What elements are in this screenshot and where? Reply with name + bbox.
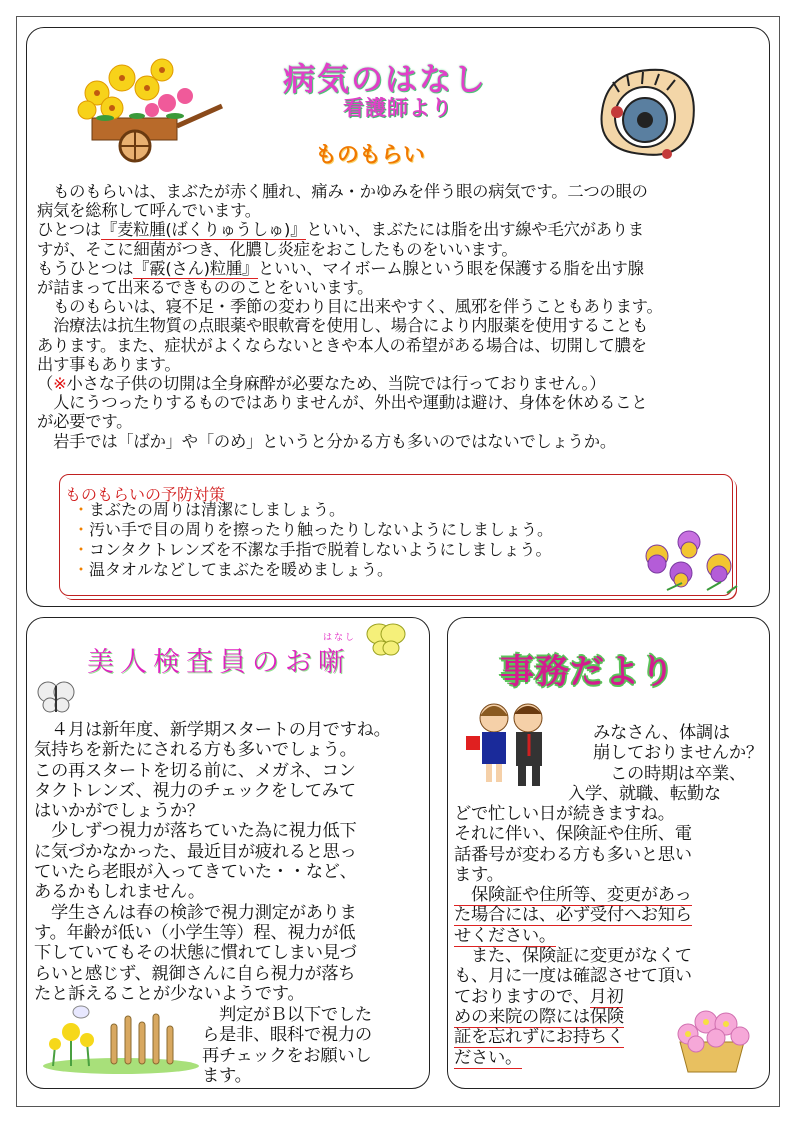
body-line: それに伴い、保険証や住所、電 [454,824,692,845]
flower-cart-illustration [67,48,227,163]
body-line: ひとつは『麦粒腫(ばくりゅうしゅ)』といい、まぶたには脂を出す線や毛穴がありま [37,220,644,240]
body-line: 判定がＢ以下でした [202,1005,372,1025]
body-line: せください。 [454,925,556,946]
body-line: ４月は新年度、新学期スタートの月ですね。 [34,720,391,740]
body-line: もうひとつは『霰(さん)粒腫』といい、マイボーム腺という眼を保護する脂を出す腺 [37,258,644,278]
prevention-title: ものもらいの予防対策 [65,485,226,504]
article-title: 病気のはなし [283,60,488,98]
body-note: （※小さな子供の切開は全身麻酔が必要なため、当院では行っておりません。） [37,374,606,394]
office-news-panel [447,617,770,1089]
body-line: 下していてもその状態に慣れてしまい見づ [34,943,357,964]
body-line: 気持ちを新たにされる方も多いでしょう。 [34,740,357,761]
office-news-title: 事務だより [500,652,675,692]
eye-check-closing [202,1005,372,1086]
body-line: も、月に一度は確認させて頂い [454,966,692,987]
article-body [37,182,765,451]
eye-check-body [34,720,391,1004]
prevention-list [73,500,553,580]
office-news-body [454,804,692,1068]
body-line: 証を忘れずにお持ちく [454,1027,624,1048]
body-line: ら是非、眼科で視力の [202,1025,372,1046]
body-line: ださい。 [454,1047,522,1068]
column-title: 美人検査員のお噺 [87,647,351,678]
body-line: すが、そこに細菌がつき、化膿し炎症をおこしたものをいいます。 [37,239,518,259]
body-line: 入学、就職、転勤な [568,784,721,804]
body-line: みなさん、体調は [593,723,730,743]
body-line: ます。 [202,1065,252,1086]
body-line: どで忙しい日が続きますね。 [454,804,675,824]
article-subtitle: 看護師より [343,96,453,120]
body-line: 人にうつったりするものではありませんが、外出や運動は避け、身体を休めること [37,393,648,413]
pansy-flowers-illustration [637,528,747,598]
body-line: ものもらいは、寝不足・季節の変わり目に出来やすく、風邪を伴うこともあります。 [37,297,663,317]
infected-eye-illustration [587,62,707,162]
body-line: ておりますので、月初 [454,986,624,1007]
body-line: 話番号が変わる方も多いと思い [454,844,692,865]
body-line: 少しずつ視力が落ちていた為に視力低下 [34,821,357,842]
body-line: 岩手では「ばか」や「のめ」というと分かる方も多いのではないでしょうか。 [37,431,616,451]
office-news-intro-cont [568,784,721,804]
body-line: 保険証や住所等、変更があっ [454,885,692,906]
section-heading-monomorai: ものもらい [315,143,426,168]
body-line: 学生さんは春の検診で視力測定がありま [34,902,357,923]
body-line: 病気を総称して呼んでいます。 [37,201,261,221]
body-line: あります。また、症状がよくならないときや本人の希望がある場合は、切開して膿を [37,335,647,355]
body-line: に気づかなかった、最近目が疲れると思っ [34,841,357,862]
body-line: ます。 [454,864,504,885]
prevention-item: ・ 汚い手で目の周りを擦ったり触ったりしないようにしましょう。 [73,520,553,540]
butterfly-icon [365,620,407,658]
body-line: めの来院の際には保険 [454,1006,624,1027]
body-line: この再スタートを切る前に、メガネ、コン [34,760,356,781]
white-butterfly-icon [37,680,75,714]
body-line: た場合には、必ず受付へお知ら [454,905,692,926]
body-line: 崩しておりませんか？ [593,743,763,764]
body-line: ていたら老眼が入ってきていた・・など、 [34,862,357,883]
body-line: らいと感じず、親御さんに自ら視力が落ち [34,963,356,984]
body-line: が詰まって出来るできもののことをいいます。 [37,278,374,298]
prevention-item: ・ コンタクトレンズを不潔な手指で脱着しないようにしましょう。 [73,540,553,560]
students-illustration [458,696,558,792]
body-line: 再チェックをお願いし [202,1045,372,1066]
body-line: たと訴えることが少ないようです。 [34,983,305,1004]
prevention-item: ・ 温タオルなどしてまぶたを暖めましょう。 [73,560,553,580]
body-line: また、保険証に変更がなくて [454,946,692,967]
body-line: あるかもしれません。 [34,882,205,903]
body-line: す。年齢が低い（小学生等）程、視力が低 [34,922,356,943]
body-line: が必要です。 [37,412,133,432]
body-line: この時期は卒業、 [593,763,746,784]
body-line: 治療法は抗生物質の点眼薬や眼軟膏を使用し、場合により内服薬を使用することも [37,316,649,336]
prevention-item: ・ まぶたの周りは清潔にしましょう。 [73,500,553,520]
body-line: ものもらいは、まぶたが赤く腫れ、痛み・かゆみを伴う眼の病気です。二つの眼の [37,182,648,201]
office-news-intro [593,723,763,784]
body-line: 出す事もあります。 [37,354,181,374]
eye-check-article-panel [26,617,430,1089]
body-line: タクトレンズ、視力のチェックをしてみて [34,780,356,801]
flower-basket-illustration [666,998,758,1076]
title-ruby: はなし [323,633,357,643]
body-line: はいかがでしょうか？ [34,801,204,822]
illness-article-panel [26,27,770,607]
spring-meadow-illustration [41,1002,201,1074]
